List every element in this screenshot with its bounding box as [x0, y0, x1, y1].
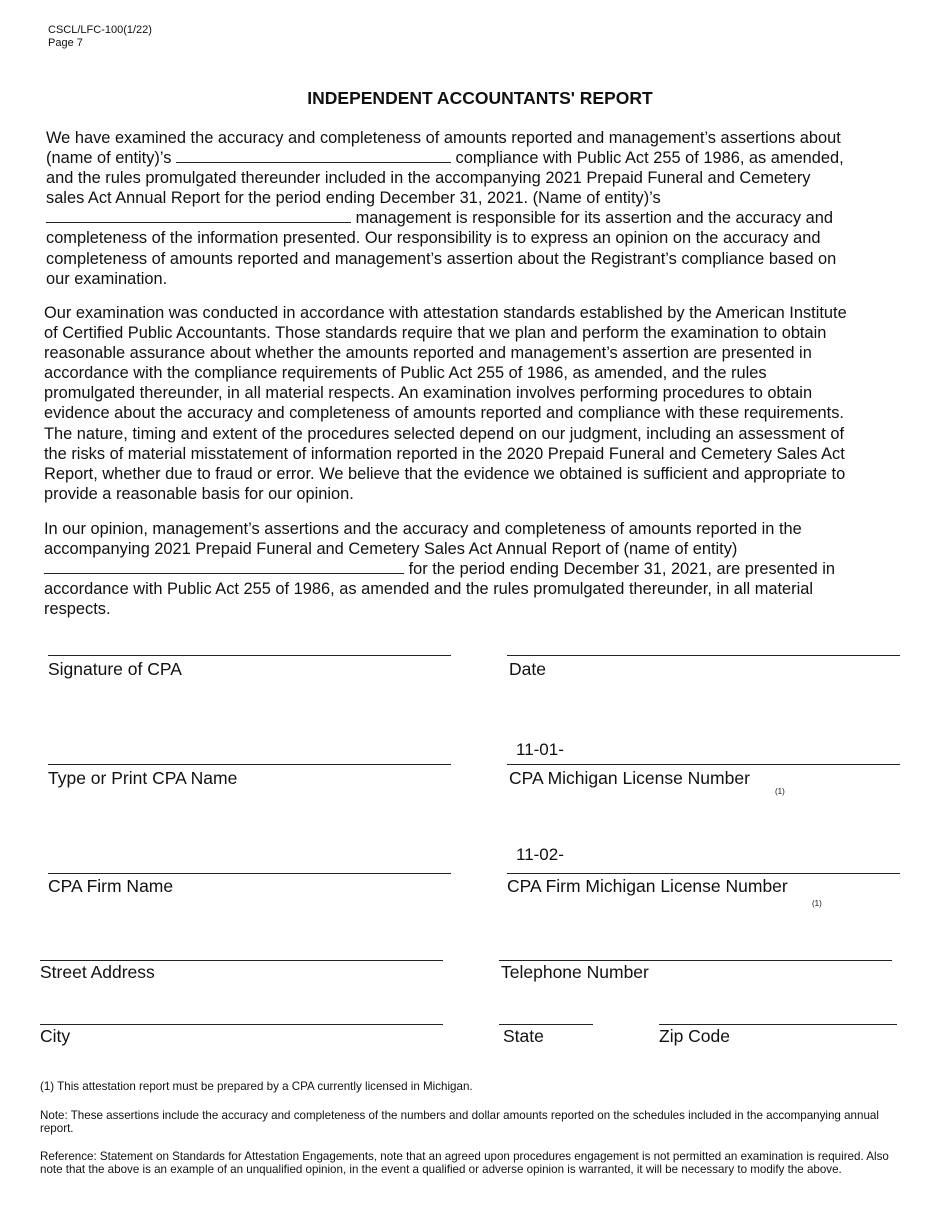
- p3-line-1: In our opinion, management’s assertions and the accuracy and completeness of amounts reported in the: [44, 520, 802, 538]
- signature-label: Signature of CPA: [48, 659, 182, 679]
- street-line[interactable]: [40, 960, 443, 961]
- city-label: City: [40, 1026, 71, 1046]
- state-line[interactable]: [499, 1024, 593, 1025]
- firm-license-prefix: 11-02-: [516, 845, 564, 864]
- cpa-license-line[interactable]: [507, 764, 900, 765]
- p2-line: provide a reasonable basis for our opinion.: [44, 484, 354, 503]
- signature-line[interactable]: [48, 655, 451, 656]
- p3-line-2: accompanying 2021 Prepaid Funeral and Cemetery Sales Act Annual Report of (name of entity): [44, 540, 738, 559]
- telephone-label: Telephone Number: [501, 962, 649, 982]
- paragraph-3: [44, 519, 835, 619]
- zip-line[interactable]: [659, 1024, 897, 1025]
- p1-line-1: We have examined the accuracy and completeness of amounts reported and management’s assertions about: [46, 129, 841, 147]
- form-header: [48, 24, 152, 50]
- firm-license-line[interactable]: [507, 873, 900, 874]
- p3-line-4: accordance with Public Act 255 of 1986, as amended and the rules promulgated thereunder, in all material: [44, 580, 814, 599]
- cpa-name-label: Type or Print CPA Name: [48, 768, 238, 788]
- p2-line: the risks of material misstatement of information reported in the 2020 Prepaid Funeral and Cemetery Sales Act: [44, 444, 845, 463]
- p2-line: promulgated thereunder, in all material respects. An examination involves performing procedures to obtain: [44, 384, 813, 403]
- p2-line: accordance with the compliance requirements of Public Act 255 of 1986, as amended, and the rules: [44, 364, 767, 383]
- cpa-license-prefix: 11-01-: [516, 740, 564, 759]
- p2-line: The nature, timing and extent of the procedures selected depend on our judgment, including an assessment of: [44, 424, 845, 443]
- reference: Reference: Statement on Standards for Attestation Engagements, note that an agreed upon procedures engagement is not permitted an examination is required. Also note that the above is an example of an unqualified opinion, in the event a qualified or adverse opinion is warranted, it will be necessary to modify the above.: [40, 1150, 889, 1176]
- paragraph-2: [44, 303, 847, 504]
- page-title: INDEPENDENT ACCOUNTANTS' REPORT: [307, 88, 653, 108]
- p1-line-2: (name of entity)’s compliance with Public Act 255 of 1986, as amended,: [46, 149, 844, 168]
- p3-line-3: for the period ending December 31, 2021, are presented in: [44, 559, 835, 579]
- note: Note: These assertions include the accuracy and completeness of the numbers and dollar amounts reported on the schedules included in the accompanying annual report.: [40, 1109, 879, 1135]
- p2-line: evidence about the accuracy and completeness of amounts reported and compliance with these requirements.: [44, 404, 844, 423]
- zip-label: Zip Code: [659, 1026, 731, 1046]
- footnote-1: (1) This attestation report must be prepared by a CPA currently licensed in Michigan.: [40, 1080, 473, 1093]
- form-id: CSCL/LFC-100(1/22): [48, 24, 152, 36]
- p3-line-5: respects.: [44, 600, 111, 619]
- p2-line: reasonable assurance about whether the amounts reported and management’s assertion are presented in: [44, 344, 812, 363]
- page-number: Page 7: [48, 37, 83, 49]
- city-line[interactable]: [40, 1024, 443, 1025]
- firm-license-label: CPA Firm Michigan License Number: [507, 876, 788, 896]
- footnote-marker: (1): [775, 787, 785, 796]
- telephone-line[interactable]: [499, 960, 892, 961]
- entity-name-blank-2[interactable]: [46, 208, 351, 223]
- entity-name-blank-1[interactable]: [176, 148, 451, 163]
- p1-line-6: completeness of the information presented. Our responsibility is to express an opinion on the accuracy and: [46, 229, 821, 248]
- p1-line-7: completeness of amounts reported and management’s assertion about the Registrant’s compliance based on: [46, 249, 837, 268]
- date-label: Date: [509, 659, 546, 679]
- firm-name-line[interactable]: [48, 873, 451, 874]
- p1-line-4: sales Act Annual Report for the period ending December 31, 2021. (Name of entity)’s: [46, 189, 661, 208]
- p1-line-8: our examination.: [46, 269, 168, 288]
- p1-line-3: and the rules promulgated thereunder included in the accompanying 2021 Prepaid Funeral and Cemetery: [46, 169, 811, 188]
- p2-line: Our examination was conducted in accordance with attestation standards established by the American Institute: [44, 304, 847, 322]
- footnote-marker: (1): [812, 899, 822, 908]
- cpa-name-line[interactable]: [48, 764, 451, 765]
- street-label: Street Address: [40, 962, 155, 982]
- p1-line-5: management is responsible for its assertion and the accuracy and: [46, 208, 844, 228]
- entity-name-blank-3[interactable]: [44, 559, 404, 574]
- firm-name-label: CPA Firm Name: [48, 876, 174, 896]
- date-line[interactable]: [507, 655, 900, 656]
- p2-line: of Certified Public Accountants. Those standards require that we plan and perform the examination to obtain: [44, 324, 827, 343]
- p2-line: Report, whether due to fraud or error. We believe that the evidence we obtained is sufficient and appropriate to: [44, 464, 846, 483]
- state-label: State: [503, 1026, 544, 1046]
- cpa-license-label: CPA Michigan License Number: [509, 768, 750, 788]
- paragraph-1: [46, 128, 844, 289]
